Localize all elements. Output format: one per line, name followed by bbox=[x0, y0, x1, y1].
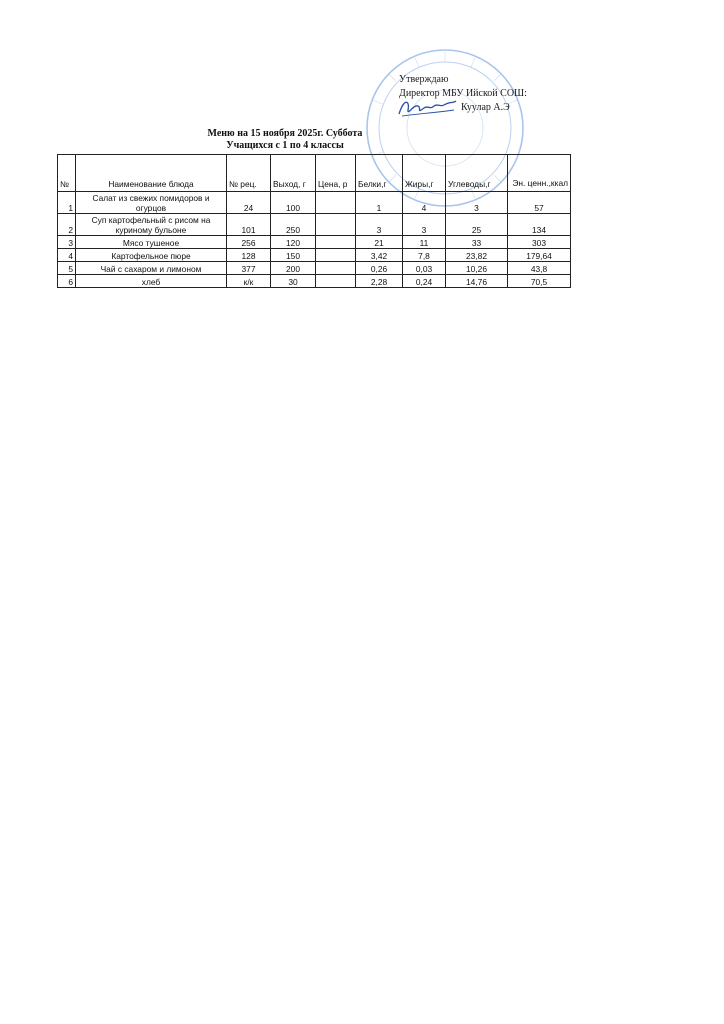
table-row bbox=[58, 275, 571, 288]
approval-block bbox=[399, 73, 527, 115]
protein: 3,42 bbox=[356, 249, 403, 262]
dish-name: хлеб bbox=[76, 275, 227, 288]
header-carbs: Углеводы,г bbox=[446, 155, 508, 192]
dish-name: Картофельное пюре bbox=[76, 249, 227, 262]
row-number: 2 bbox=[58, 214, 76, 236]
recipe-number: к/к bbox=[227, 275, 271, 288]
table-row bbox=[58, 214, 571, 236]
portion: 250 bbox=[271, 214, 316, 236]
energy: 57 bbox=[508, 192, 571, 214]
row-number: 4 bbox=[58, 249, 76, 262]
row-number: 6 bbox=[58, 275, 76, 288]
protein: 2,28 bbox=[356, 275, 403, 288]
protein: 3 bbox=[356, 214, 403, 236]
approval-position: Директор МБУ Ийской СОШ: bbox=[399, 88, 527, 99]
protein: 0,26 bbox=[356, 262, 403, 275]
fat: 11 bbox=[403, 236, 446, 249]
fat: 0,24 bbox=[403, 275, 446, 288]
carbs: 3 bbox=[446, 192, 508, 214]
approval-heading: Утверждаю bbox=[399, 74, 449, 85]
fat: 7,8 bbox=[403, 249, 446, 262]
carbs: 25 bbox=[446, 214, 508, 236]
dish-name: Суп картофельный с рисом на куриному бульоне bbox=[76, 214, 227, 236]
approval-name: Куулар А.Э bbox=[461, 102, 510, 113]
energy: 179,64 bbox=[508, 249, 571, 262]
energy: 303 bbox=[508, 236, 571, 249]
price bbox=[316, 236, 356, 249]
fat: 4 bbox=[403, 192, 446, 214]
table-row bbox=[58, 249, 571, 262]
recipe-number: 128 bbox=[227, 249, 271, 262]
row-number: 5 bbox=[58, 262, 76, 275]
fat: 3 bbox=[403, 214, 446, 236]
recipe-number: 101 bbox=[227, 214, 271, 236]
menu-title-date: Меню на 15 ноября 2025г. Суббота bbox=[207, 128, 363, 139]
header-number: № bbox=[58, 155, 76, 192]
portion: 30 bbox=[271, 275, 316, 288]
dish-name: Салат из свежих помидоров и огурцов bbox=[76, 192, 227, 214]
header-energy: Эн. ценн.,ккал bbox=[508, 155, 571, 192]
menu-table bbox=[57, 154, 571, 288]
price bbox=[316, 275, 356, 288]
recipe-number: 256 bbox=[227, 236, 271, 249]
portion: 150 bbox=[271, 249, 316, 262]
protein: 21 bbox=[356, 236, 403, 249]
header-portion: Выход, г bbox=[271, 155, 316, 192]
carbs: 33 bbox=[446, 236, 508, 249]
price bbox=[316, 249, 356, 262]
menu-title-group: Учащихся с 1 по 4 классы bbox=[226, 140, 344, 151]
portion: 100 bbox=[271, 192, 316, 214]
price bbox=[316, 262, 356, 275]
header-fat: Жиры,г bbox=[403, 155, 446, 192]
portion: 200 bbox=[271, 262, 316, 275]
dish-name: Мясо тушеное bbox=[76, 236, 227, 249]
energy: 70,5 bbox=[508, 275, 571, 288]
table-row bbox=[58, 192, 571, 214]
header-dish-name: Наименование блюда bbox=[76, 155, 227, 192]
energy: 43,8 bbox=[508, 262, 571, 275]
carbs: 23,82 bbox=[446, 249, 508, 262]
table-header-row bbox=[58, 155, 571, 192]
header-price: Цена, р bbox=[316, 155, 356, 192]
menu-title bbox=[150, 128, 420, 152]
carbs: 10,26 bbox=[446, 262, 508, 275]
row-number: 1 bbox=[58, 192, 76, 214]
portion: 120 bbox=[271, 236, 316, 249]
table-row bbox=[58, 236, 571, 249]
fat: 0,03 bbox=[403, 262, 446, 275]
header-protein: Белки,г bbox=[356, 155, 403, 192]
protein: 1 bbox=[356, 192, 403, 214]
table-row bbox=[58, 262, 571, 275]
energy: 134 bbox=[508, 214, 571, 236]
row-number: 3 bbox=[58, 236, 76, 249]
price bbox=[316, 214, 356, 236]
price bbox=[316, 192, 356, 214]
dish-name: Чай с сахаром и лимоном bbox=[76, 262, 227, 275]
recipe-number: 24 bbox=[227, 192, 271, 214]
recipe-number: 377 bbox=[227, 262, 271, 275]
carbs: 14,76 bbox=[446, 275, 508, 288]
header-recipe-number: № рец. bbox=[227, 155, 271, 192]
